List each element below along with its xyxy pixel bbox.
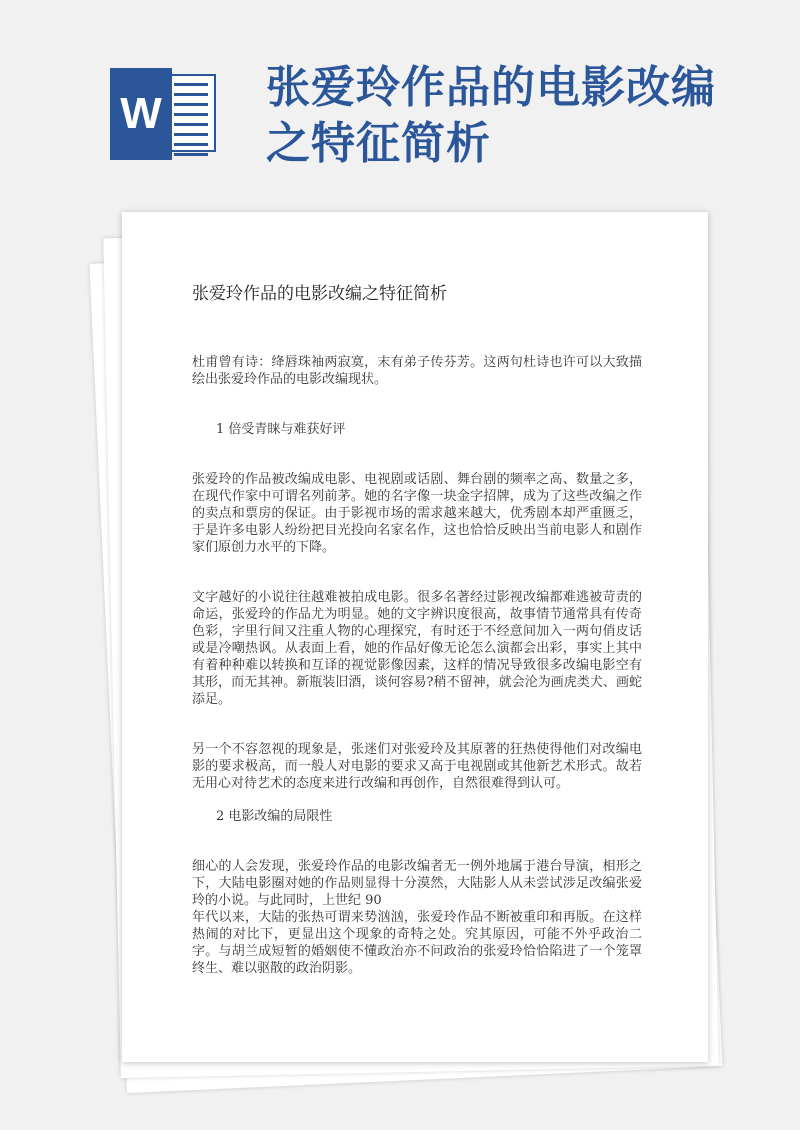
word-logo-badge: W (110, 68, 172, 160)
body-paragraph-3: 另一个不容忽视的现象是，张迷们对张爱玲及其原著的狂热使得他们对改编电影的要求极高，而一般人对电影的要求又高于电视剧或其他新艺术形式。故若无用心对待艺术的态度来进行改编和再创作，自然很难得到认可。 (192, 742, 642, 791)
section-heading-1: 1 倍受青睐与难获好评 (216, 422, 346, 437)
body-paragraph-4a: 细心的人会发现，张爱玲作品的电影改编者无一例外地属于港台导演，相形之下，大陆电影圈对她的作品则显得十分漠然，大陆影人从未尝试涉足改编张爱玲的小说。与此同时，上世纪 90 (192, 859, 642, 908)
banner-title: 张爱玲作品的电影改编之特征简析 (266, 62, 716, 169)
document-body (192, 282, 642, 1010)
document-title: 张爱玲作品的电影改编之特征简析 (192, 284, 447, 304)
word-app-icon (110, 68, 222, 160)
document-page (122, 212, 708, 1062)
body-paragraph-2: 文字越好的小说往往越难被拍成电影。很多名著经过影视改编都难逃被苛责的命运，张爱玲的作品尤为明显。她的文字辨识度很高，故事情节通常具有传奇色彩，字里行间又注重人物的心理探究，有时还于不经意间加入一两句俏皮话或是冷嘲热讽。从表面上看，她的作品好像无论怎么演都会出彩，事实上其中有着种种难以转换和互译的视觉影像因素，这样的情况导致很多改编电影空有其形，而无其神。新瓶装旧酒，谈何容易?稍不留神，就会沦为画虎类犬、画蛇添足。 (192, 590, 642, 707)
intro-paragraph: 杜甫曾有诗：绛唇珠袖两寂寞，末有弟子传芬芳。这两句杜诗也许可以大致描绘出张爱玲作品的电影改编现状。 (192, 355, 642, 387)
section-heading-2: 2 电影改编的局限性 (216, 809, 333, 824)
body-paragraph-1: 张爱玲的作品被改编成电影、电视剧或话剧、舞台剧的频率之高、数量之多，在现代作家中可谓名列前茅。她的名字像一块金字招牌，成为了这些改编之作的卖点和票房的保证。由于影视市场的需求越来越大，优秀剧本却严重匮乏，于是许多电影人纷纷把目光投向名家名作，这也恰恰反映出当前电影人和剧作家们原创力水平的下降。 (192, 472, 642, 555)
body-paragraph-4b: 年代以来，大陆的张热可谓来势汹汹，张爱玲作品不断被重印和再版。在这样热闹的对比下，更显出这个现象的奇特之处。究其原因，可能不外乎政治二字。与胡兰成短暂的婚姻使不懂政治亦不问政治的张爱玲恰恰陷进了一个笼罩终生、难以驱散的政治阴影。 (192, 910, 642, 976)
